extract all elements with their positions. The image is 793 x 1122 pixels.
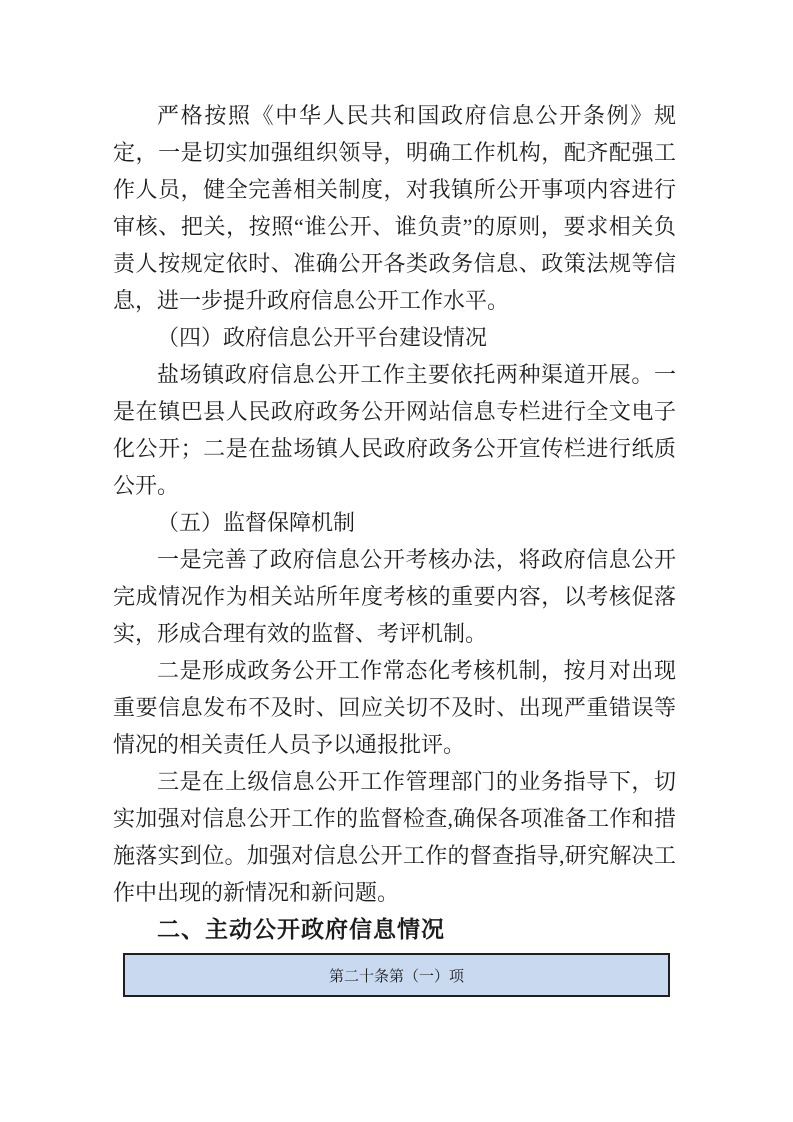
chapter-heading-proactive-disclosure: 二、主动公开政府信息情况 xyxy=(157,916,445,942)
table-header-label: 第二十条第（一）项 xyxy=(328,968,464,985)
paragraph-disclosure-channels: 盐场镇政府信息公开工作主要依托两种渠道开展。一是在镇巴县人民政府政务公开网站信息专栏进行全文电子化公开；二是在盐场镇人民政府政务公开宣传栏进行纸质公开。 xyxy=(113,362,676,498)
paragraph-assessment-method: 一是完善了政府信息公开考核办法，将政府信息公开完成情况作为相关站所年度考核的重要内容，以考核促落实，形成合理有效的监督、考评机制。 xyxy=(113,547,676,646)
paragraph-monthly-assessment: 二是形成政务公开工作常态化考核机制，按月对出现重要信息发布不及时、回应关切不及时、出现严重错误等情况的相关责任人员予以通报批评。 xyxy=(113,658,676,757)
paragraph-superior-guidance: 三是在上级信息公开工作管理部门的业务指导下，切实加强对信息公开工作的监督检查,确保各项准备工作和措施落实到位。加强对信息公开工作的督查指导,研究解决工作中出现的新情况和新问题。 xyxy=(113,769,676,905)
document-body xyxy=(113,97,676,997)
section-heading-supervision-mechanism: （五）监督保障机制 xyxy=(157,510,356,535)
section-heading-platform-construction: （四）政府信息公开平台建设情况 xyxy=(157,325,488,350)
paragraph-organization-leadership: 严格按照《中华人民共和国政府信息公开条例》规定，一是切实加强组织领导，明确工作机构，配齐配强工作人员，健全完善相关制度，对我镇所公开事项内容进行审核、把关，按照“谁公开、谁负责”的原则，要求相关负责人按规定依时、准确公开各类政务信息、政策法规等信息，进一步提升政府信息公开工作水平。 xyxy=(113,103,676,313)
table-header-row xyxy=(123,953,670,997)
